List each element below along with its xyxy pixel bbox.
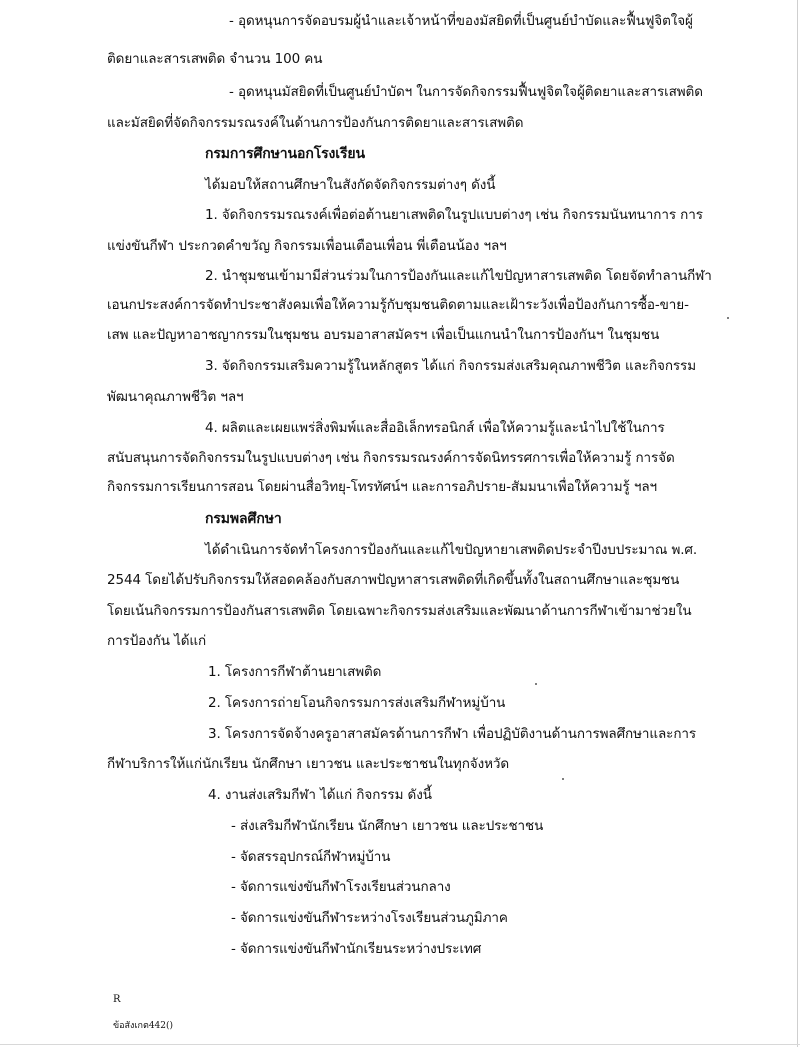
section-heading: กรมการศึกษานอกโรงเรียน bbox=[205, 146, 365, 162]
text-line: กิจกรรมการเรียนการสอน โดยผ่านสื่อวิทยุ-โทรทัศน์ฯ และการอภิปราย-สัมมนาเพื่อให้ความรู้ ฯลฯ bbox=[107, 479, 658, 495]
text-line: สนับสนุนการจัดกิจกรรมในรูปแบบต่างๆ เช่น กิจกรรมรณรงค์การจัดนิทรรศการเพื่อให้ความรู้ การจัด bbox=[107, 450, 675, 466]
list-item: 1. โครงการกีฬาต้านยาเสพติด bbox=[208, 664, 382, 680]
text-line: เสพ และปัญหาอาชญากรรมในชุมชน อบรมอาสาสมัครฯ เพื่อเป็นแกนนำในการป้องกันฯ ในชุมชน bbox=[107, 327, 660, 343]
sub-list-item: - ส่งเสริมกีฬานักเรียน นักศึกษา เยาวชน และประชาชน bbox=[231, 818, 544, 834]
list-item: 2. โครงการถ่ายโอนกิจกรรมการส่งเสริมกีฬาหมู่บ้าน bbox=[208, 695, 506, 711]
scan-speck bbox=[562, 778, 564, 780]
scan-edge-right bbox=[797, 0, 798, 1047]
list-item: 3. โครงการจัดจ้างครูอาสาสมัครด้านการกีฬา เพื่อปฏิบัติงานด้านการพลศึกษาและการ bbox=[208, 726, 697, 742]
scan-speck bbox=[535, 683, 537, 685]
sub-list-item: - จัดการแข่งขันกีฬานักเรียนระหว่างประเทศ bbox=[231, 941, 482, 957]
sub-list-item: - จัดการแข่งขันกีฬาโรงเรียนส่วนกลาง bbox=[231, 879, 451, 895]
text-line: ติดยาและสารเสพติด จำนวน 100 คน bbox=[107, 51, 323, 67]
text-line: - อุดหนุนการจัดอบรมผู้นำและเจ้าหน้าที่ของมัสยิดที่เป็นศูนย์บำบัดและฟื้นฟูจิตใจผู้ bbox=[229, 13, 693, 29]
scan-edge-bottom bbox=[0, 1044, 800, 1045]
text-line: ได้ดำเนินการจัดทำโครงการป้องกันและแก้ไขปัญหายาเสพติดประจำปีงบประมาณ พ.ศ. bbox=[205, 542, 698, 558]
text-line: และมัสยิดที่จัดกิจกรรมรณรงค์ในด้านการป้องกันการติดยาและสารเสพติด bbox=[107, 115, 524, 131]
footer-mark: R bbox=[113, 994, 121, 1005]
text-line: 2. นำชุมชนเข้ามามีส่วนร่วมในการป้องกันและแก้ไขปัญหาสารเสพติด โดยจัดทำลานกีฬา bbox=[205, 268, 712, 284]
text-line: เอนกประสงค์การจัดทำประชาสังคมเพื่อให้ความรู้กับชุมชนติดตามและเฝ้าระวังเพื่อป้องกันการซื้อ-ขาย- bbox=[107, 297, 689, 313]
text-line: การป้องกัน ได้แก่ bbox=[107, 633, 207, 649]
text-line: 3. จัดกิจกรรมเสริมความรู้ในหลักสูตร ได้แก่ กิจกรรมส่งเสริมคุณภาพชีวิต และกิจกรรม bbox=[205, 358, 697, 374]
sub-list-item: - จัดการแข่งขันกีฬาระหว่างโรงเรียนส่วนภูมิภาค bbox=[231, 910, 508, 926]
list-item: 4. งานส่งเสริมกีฬา ได้แก่ กิจกรรม ดังนี้ bbox=[208, 787, 432, 803]
footer-note: ข้อสังเกต442() bbox=[113, 1021, 174, 1031]
text-line: โดยเน้นกิจกรรมการป้องกันสารเสพติด โดยเฉพาะกิจกรรมส่งเสริมและพัฒนาด้านการกีฬาเข้ามาช่วยใน bbox=[107, 603, 692, 619]
section-heading: กรมพลศึกษา bbox=[205, 511, 282, 527]
text-line: แข่งขันกีฬา ประกวดคำขวัญ กิจกรรมเพื่อนเตือนเพื่อน พี่เตือนน้อง ฯลฯ bbox=[107, 238, 507, 254]
text-line: พัฒนาคุณภาพชีวิต ฯลฯ bbox=[107, 389, 244, 405]
text-line: 1. จัดกิจกรรมรณรงค์เพื่อต่อต้านยาเสพติดในรูปแบบต่างๆ เช่น กิจกรรมนันทนาการ การ bbox=[205, 207, 703, 223]
text-line: 2544 โดยได้ปรับกิจกรรมให้สอดคล้องกับสภาพปัญหาสารเสพติดที่เกิดขึ้นทั้งในสถานศึกษาและชุมชน bbox=[107, 572, 680, 588]
text-line: กีฬาบริการให้แก่นักเรียน นักศึกษา เยาวชน และประชาชนในทุกจังหวัด bbox=[107, 756, 510, 772]
sub-list-item: - จัดสรรอุปกรณ์กีฬาหมู่บ้าน bbox=[231, 849, 391, 865]
text-line: ได้มอบให้สถานศึกษาในสังกัดจัดกิจกรรมต่างๆ ดังนี้ bbox=[205, 177, 496, 193]
scan-speck bbox=[727, 317, 729, 319]
text-line: 4. ผลิตและเผยแพร่สิ่งพิมพ์และสื่ออิเล็กทรอนิกส์ เพื่อให้ความรู้และนำไปใช้ในการ bbox=[205, 420, 665, 436]
text-line: - อุดหนุนมัสยิดที่เป็นศูนย์บำบัดฯ ในการจัดกิจกรรมฟื้นฟูจิตใจผู้ติดยาและสารเสพติด bbox=[229, 84, 703, 100]
